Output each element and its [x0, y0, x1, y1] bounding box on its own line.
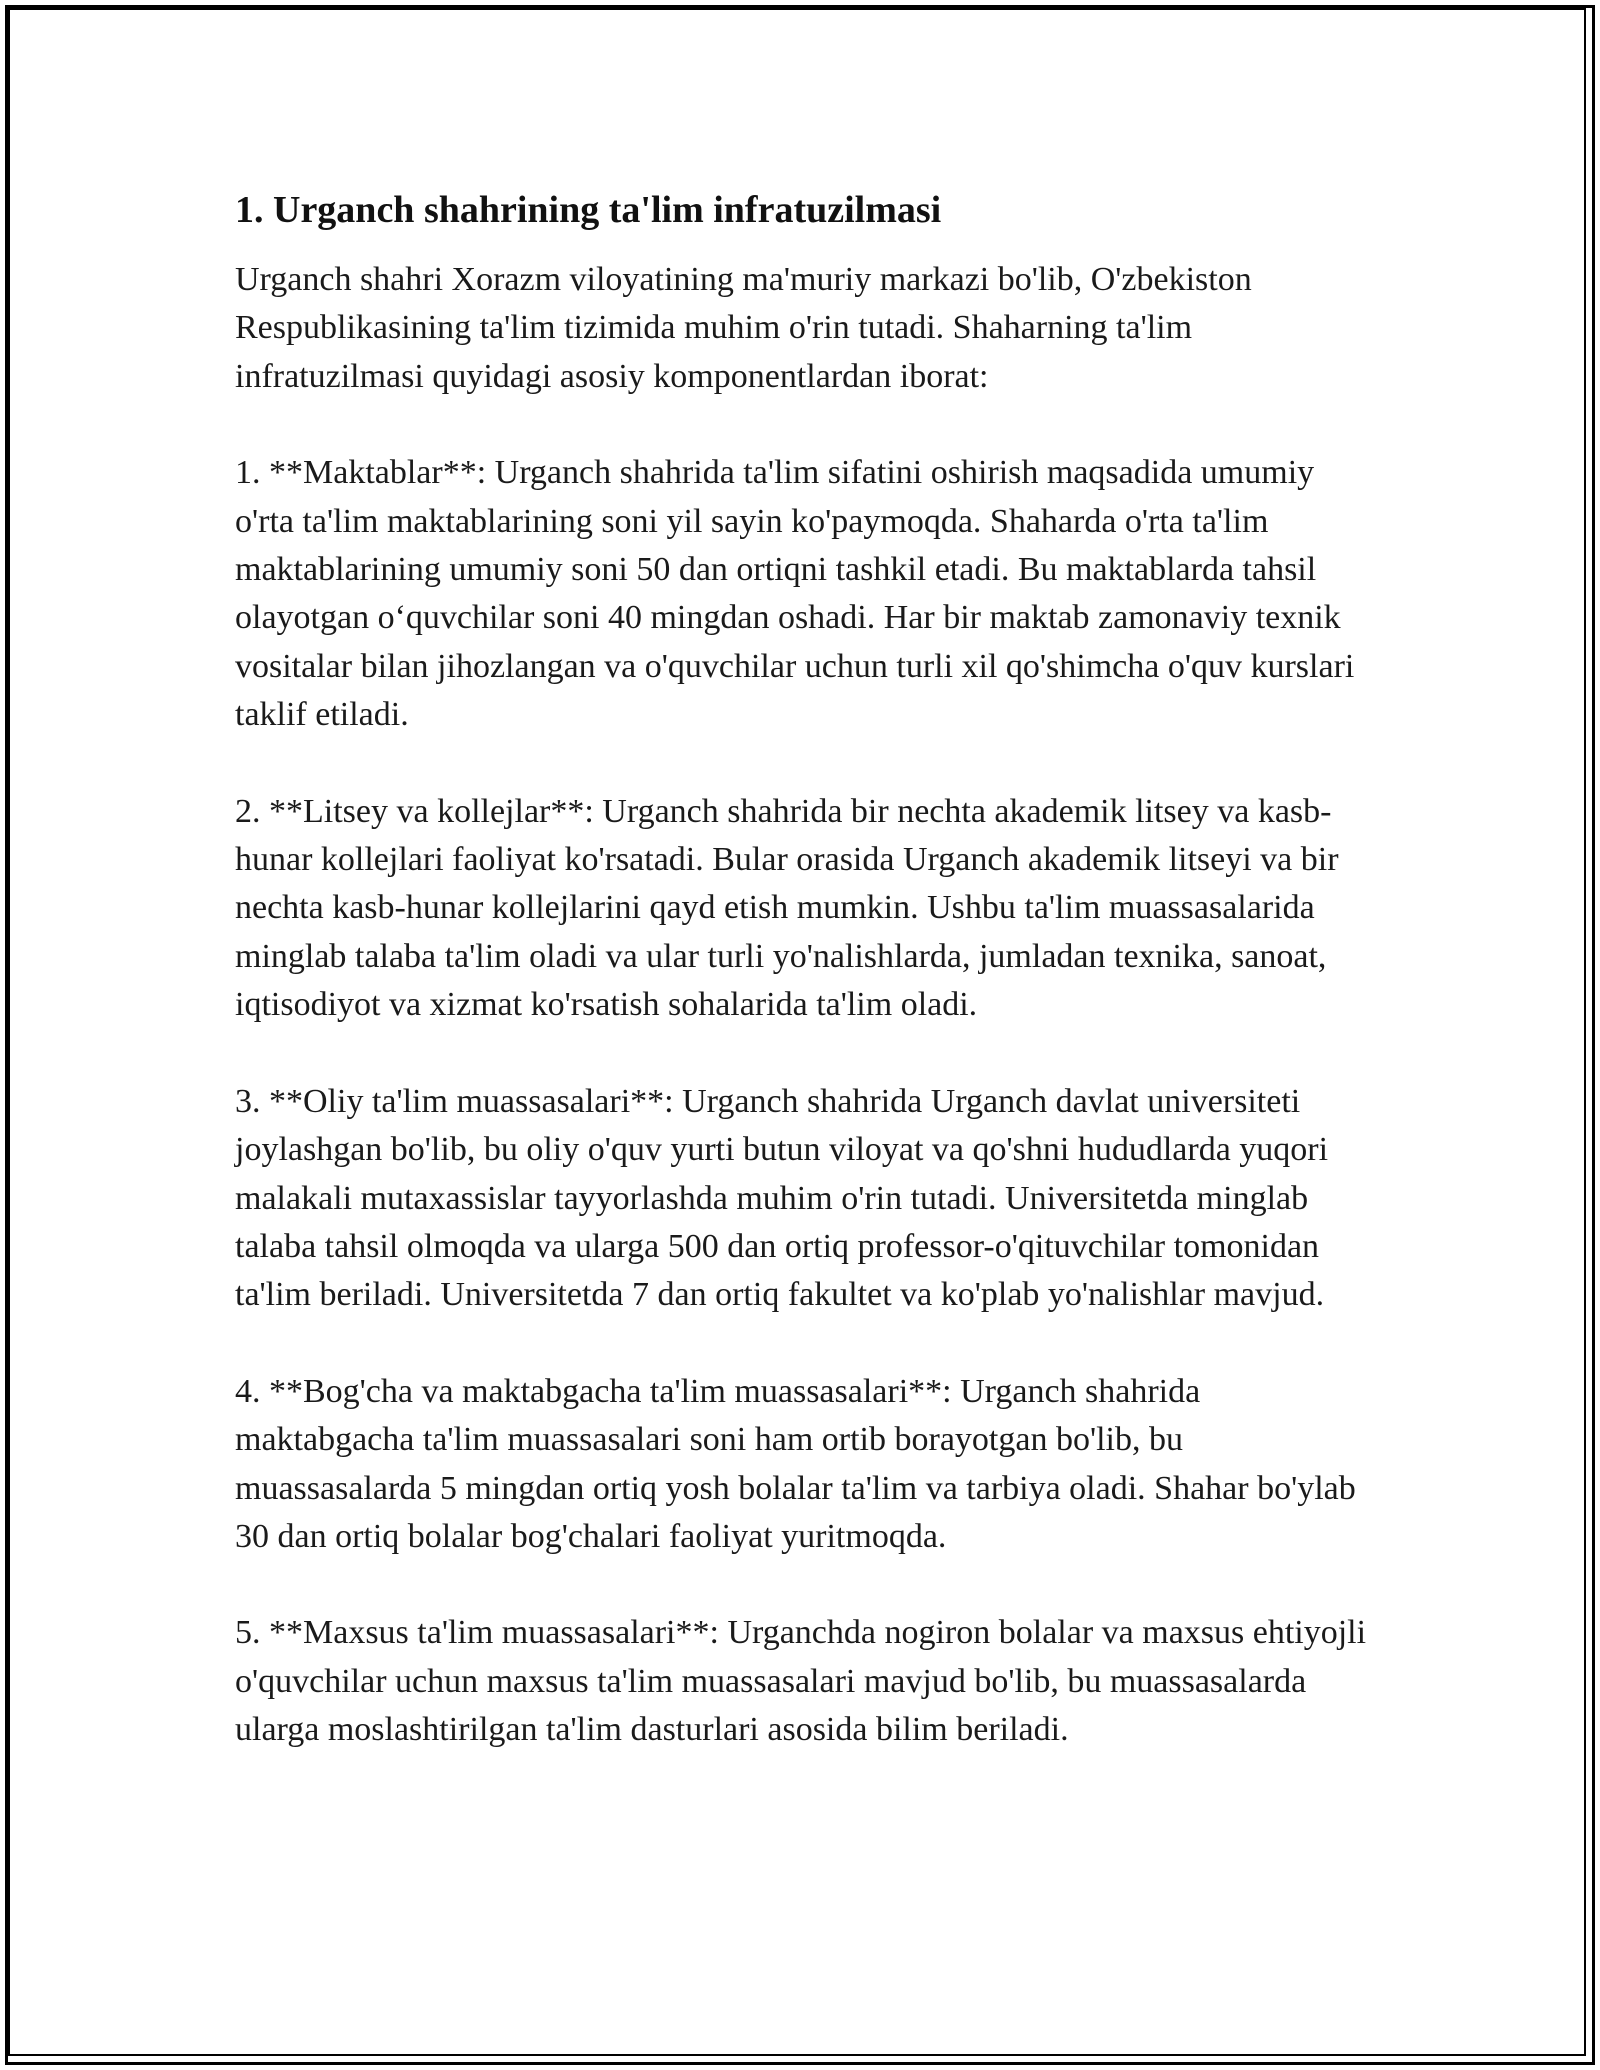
paragraph-special-education: 5. **Maxsus ta'lim muassasalari**: Urganchda nogiron bolalar va maxsus ehtiyojli o'quvchilar uchun maxsus ta'lim muassasalari mavjud bo'lib, bu muassasalarda ularga moslashtirilgan ta'lim dasturlari asosida bilim beriladi. — [235, 1614, 1367, 1749]
paragraph-higher-education: 3. **Oliy ta'lim muassasalari**: Urganch shahrida Urganch davlat universiteti joylashgan bo'lib, bu oliy o'quv yurti butun viloyat va qo'shni hududlarda yuqori malakali mutaxassislar tayyorlashda muhim o'rin tutadi. Universitetda minglab talaba tahsil olmoqda va ularga 500 dan ortiq professor-o'qituvchilar tomonidan ta'lim beriladi. Universitetda 7 dan ortiq fakultet va ko'plab yo'nalishlar mavjud. — [235, 1082, 1329, 1314]
paragraph-schools: 1. **Maktablar**: Urganch shahrida ta'lim sifatini oshirish maqsadida umumiy o'rta ta'lim maktablarining soni yil sayin ko'paymoqda. Shaharda o'rta ta'lim maktablarining umumiy soni 50 dan ortiqni tashkil etadi. Bu maktablarda tahsil olayotgan o‘quvchilar soni 40 mingdan oshadi. Har bir maktab zamonaviy texnik vositalar bilan jihozlangan va o'quvchilar uchun turli xil qo'shimcha o'quv kurslari taklif etiladi. — [235, 454, 1355, 734]
paragraph-lyceums-colleges: 2. **Litsey va kollejlar**: Urganch shahrida bir nechta akademik litsey va kasb-hunar kollejlari faoliyat ko'rsatadi. Bular orasida Urganch akademik litseyi va bir nechta kasb-hunar kollejlarini qayd etish mumkin. Ushbu ta'lim muassasalarida minglab talaba ta'lim oladi va ular turli yo'nalishlarda, jumladan texnika, sanoat, iqtisodiyot va xizmat ko'rsatish sohalarida ta'lim oladi. — [235, 792, 1339, 1024]
intro-paragraph: Urganch shahri Xorazm viloyatining ma'muriy markazi bo'lib, O'zbekiston Respublikasining ta'lim tizimida muhim o'rin tutadi. Shaharning ta'lim infratuzilmasi quyidagi asosiy komponentlardan iborat: — [235, 261, 1252, 395]
paragraph-kindergartens: 4. **Bog'cha va maktabgacha ta'lim muassasalari**: Urganch shahrida maktabgacha ta'lim muassasalari soni ham ortib borayotgan bo'lib, bu muassasalarda 5 mingdan ortiq yosh bolalar ta'lim va tarbiya oladi. Shahar bo'ylab 30 dan ortiq bolalar bog'chalari faoliyat yuritmoqda. — [235, 1372, 1356, 1555]
section-heading: 1. Urganch shahrining ta'lim infratuzilmasi — [235, 189, 942, 231]
document-body — [235, 186, 1375, 1803]
